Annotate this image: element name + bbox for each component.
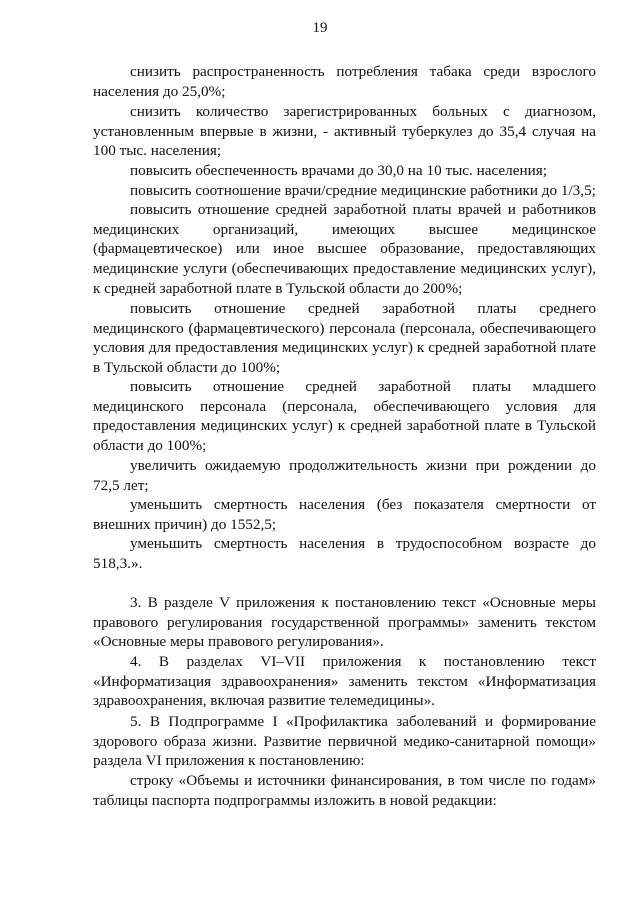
- paragraph-item-4: 4. В разделах VI–VII приложения к постановлению текст «Информатизация здравоохранения» заменить текстом «Информатизация здравоохранения, включая развитие телемедицины».: [93, 653, 596, 710]
- paragraph-doctors-salary: повысить отношение средней заработной платы врачей и работников медицинских организаций, имеющих высшее медицинское (фармацевтическое) или иное высшее образование, предоставляющих медицинские услуги (обеспечивающих предоставление медицинских услуг), к средней заработной плате в Тульской области до 200%;: [93, 201, 596, 297]
- paragraph-item-3: 3. В разделе V приложения к постановлению текст «Основные меры правового регулирования государственной программы» заменить текстом «Основные меры правового регулирования».: [93, 594, 596, 651]
- paragraph-mortality: уменьшить смертность населения (без показателя смертности от внешних причин) до 1552,5;: [93, 496, 596, 533]
- page-number: 19: [312, 20, 328, 36]
- paragraph-junior-staff-salary: повысить отношение средней заработной платы младшего медицинского персонала (персонала, обеспечивающего условия для предоставления медицинских услуг) к средней заработной плате в Тульской области до 100%;: [93, 378, 596, 455]
- paragraph-item-5: 5. В Подпрограмме I «Профилактика заболеваний и формирование здорового образа жизни. Развитие первичной медико-санитарной помощи» раздела VI приложения к постановлению:: [93, 713, 596, 770]
- paragraph-nurses-salary: повысить отношение средней заработной платы среднего медицинского (фармацевтического) персонала (персонала, обеспечивающего условия для предоставления медицинских услуг) к средней заработной плате в Тульской области до 100%;: [93, 300, 596, 377]
- paragraph-doctors-ratio: повысить соотношение врачи/средние медицинские работники до 1/3,5;: [130, 182, 596, 199]
- paragraph-life-expectancy: увеличить ожидаемую продолжительность жизни при рождении до 72,5 лет;: [93, 457, 596, 494]
- paragraph-working-age-mortality: уменьшить смертность населения в трудоспособном возрасте до 518,3.».: [93, 535, 596, 572]
- paragraph-doctors-supply: повысить обеспеченность врачами до 30,0 на 10 тыс. населения;: [130, 162, 547, 179]
- paragraph-tobacco: снизить распространенность потребления табака среди взрослого населения до 25,0%;: [93, 63, 596, 100]
- paragraph-tuberculosis: снизить количество зарегистрированных больных с диагнозом, установленным впервые в жизни, - активный туберкулез до 35,4 случая на 100 тыс. населения;: [93, 103, 596, 160]
- paragraph-financing-row: строку «Объемы и источники финансирования, в том числе по годам» таблицы паспорта подпрограммы изложить в новой редакции:: [93, 772, 596, 809]
